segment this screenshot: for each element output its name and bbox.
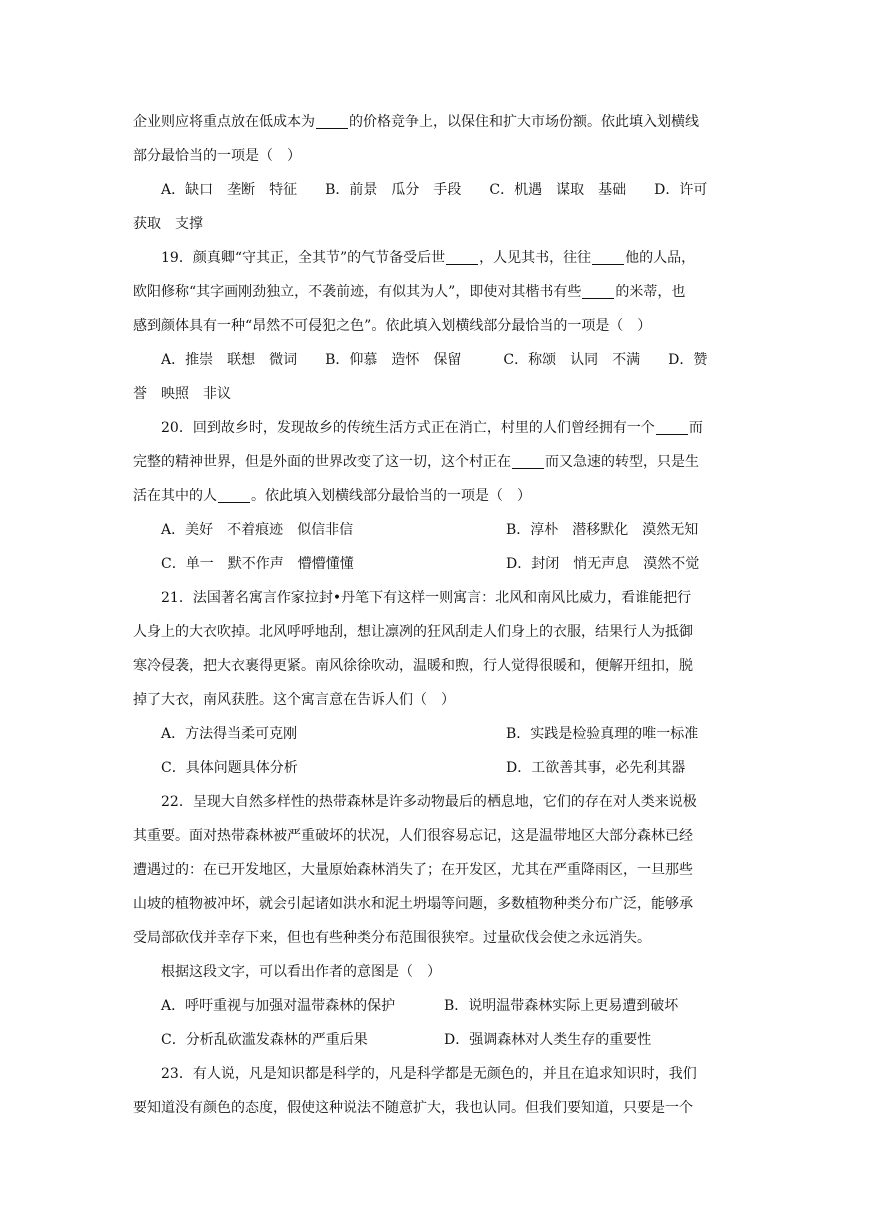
text: 企业则应将重点放在低成本为 — [133, 114, 315, 130]
text: ，人见其书，往往 — [479, 250, 592, 266]
text: 。依此填入划横线部分最恰当的一项是（ ） — [251, 488, 531, 504]
q22-option-b: B．说明温带森林实际上更易遭到破坏 — [444, 998, 679, 1014]
q22-stem-line-4: 山坡的植物被冲坏，就会引起诸如洪水和泥土坍塌等问题，多数植物种类分布广泛，能够承 — [133, 896, 693, 912]
q20-stem-line-3 — [133, 484, 739, 508]
q22-stem-line-3: 遭遇过的：在已开发地区，大量原始森林消失了；在开发区，尤其在严重降雨区，一旦那些 — [133, 862, 693, 878]
q22-option-c: C．分析乱砍滥发森林的严重后果 — [161, 1032, 368, 1048]
text: 欧阳修称“其字画刚劲独立，不袭前迹，有似其为人”，即使对其楷书有些 — [133, 284, 582, 300]
q19-options-line-1: A．推崇 联想 微词 B．仰慕 造怀 保留 C．称颂 认同 不满 D．赞 — [161, 352, 708, 368]
q22-option-a: A．呼吁重视与加强对温带森林的保护 — [161, 998, 396, 1014]
q21-option-a: A．方法得当柔可克刚 — [161, 726, 298, 742]
q20-stem-line-1 — [161, 416, 739, 440]
q20-option-d: D．封闭 悄无声息 漠然不觉 — [506, 556, 700, 572]
blank — [512, 454, 544, 469]
blank — [592, 250, 624, 265]
q21-stem-line-4: 掉了大衣，南风获胜。这个寓言意在告诉人们（ ） — [133, 692, 455, 708]
q20-option-a: A．美好 不着痕迹 似信非信 — [161, 522, 354, 538]
q20-option-b: B．淳朴 潜移默化 漠然无知 — [506, 522, 699, 538]
text: 19．颜真卿“守其正，全其节”的气节备受后世 — [161, 250, 446, 266]
q21-stem-line-3: 寒冷侵袭，把大衣裹得更紧。南风徐徐吹动，温暖和煦，行人觉得很暖和，便解开纽扣，脱 — [133, 658, 693, 674]
q23-stem-line-1: 23．有人说，凡是知识都是科学的，凡是科学都是无颜色的，并且在追求知识时，我们 — [161, 1066, 697, 1082]
q21-option-b: B．实践是检验真理的唯一标准 — [506, 726, 699, 742]
text: 完整的精神世界，但是外面的世界改变了这一切，这个村正在 — [133, 454, 511, 470]
q20-stem-line-2 — [133, 450, 739, 474]
blank — [446, 250, 478, 265]
q19-options-line-2: 誉 映照 非议 — [133, 386, 231, 402]
q22-stem-line-5: 受局部砍伐并幸存下来，但也有些种类分布范围很狭窄。过量砍伐会使之永远消失。 — [133, 930, 651, 946]
q19-stem-line-1 — [161, 246, 739, 270]
q20-option-c: C．单一 默不作声 懵懵懂懂 — [161, 556, 354, 572]
q22-stem-line-1: 22．呈现大自然多样性的热带森林是许多动物最后的栖息地，它们的存在对人类来说极 — [161, 794, 697, 810]
text: 活在其中的人 — [133, 488, 217, 504]
q22-option-d: D．强调森林对人类生存的重要性 — [444, 1032, 652, 1048]
q21-option-c: C．具体问题具体分析 — [161, 760, 298, 776]
text: 的价格竞争上，以保住和扩大市场份额。依此填入划横线 — [349, 114, 699, 130]
q18-stem-line-2: 部分最恰当的一项是（ ） — [133, 148, 301, 164]
q18-stem-line-1 — [133, 110, 739, 134]
text: 而 — [688, 420, 703, 436]
blank — [582, 284, 614, 299]
text: 他的人品， — [625, 250, 696, 266]
q19-stem-line-3: 感到颜体具有一种“昂然不可侵犯之色”。依此填入划横线部分最恰当的一项是（ ） — [133, 318, 652, 334]
q21-stem-line-2: 人身上的大衣吹掉。北风呼呼地刮，想让凛冽的狂风刮走人们身上的衣服，结果行人为抵御 — [133, 624, 693, 640]
q22-stem-line-2: 其重要。面对热带森林被严重破坏的状况，人们很容易忘记，这是温带地区大部分森林已经 — [133, 828, 693, 844]
text: 20．回到故乡时，发现故乡的传统生活方式正在消亡，村里的人们曾经拥有一个 — [161, 420, 655, 436]
q18-options-line-2: 获取 支撑 — [133, 216, 203, 232]
q22-question: 根据这段文字，可以看出作者的意图是（ ） — [161, 964, 441, 980]
blank — [656, 420, 688, 435]
text: 的米蒂，也 — [615, 284, 686, 300]
q18-options-line-1: A．缺口 垄断 特征 B．前景 瓜分 手段 C．机遇 谋取 基础 D．许可 — [161, 182, 708, 198]
q21-option-d: D．工欲善其事，必先利其器 — [506, 760, 686, 776]
blank — [218, 488, 250, 503]
q21-stem-line-1: 21．法国著名寓言作家拉封•丹笔下有这样一则寓言：北风和南风比威力，看谁能把行 — [161, 590, 692, 606]
q19-stem-line-2 — [133, 280, 739, 304]
blank — [316, 114, 348, 129]
text: 而又急速的转型，只是生 — [545, 454, 699, 470]
q23-stem-line-2: 要知道没有颜色的态度，假使这种说法不随意扩大，我也认同。但我们要知道，只要是一个 — [133, 1100, 693, 1116]
